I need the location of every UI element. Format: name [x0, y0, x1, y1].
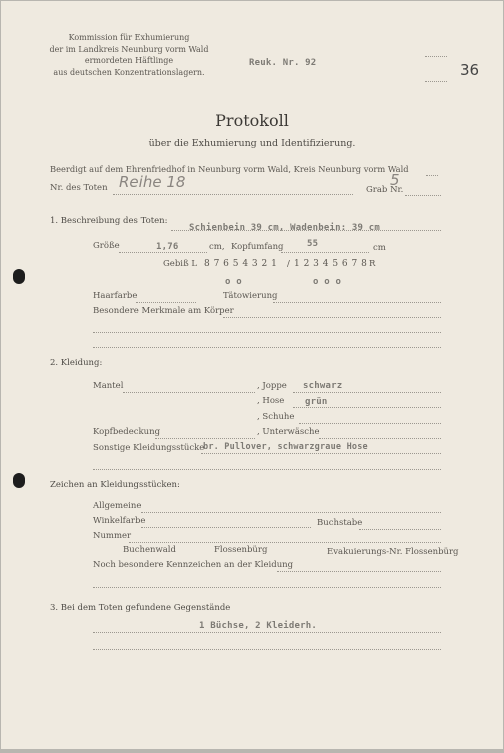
allgemeine-line — [141, 512, 441, 513]
section-3-line-2 — [93, 649, 441, 650]
commission-line: Kommission für Exhumierung — [68, 33, 190, 42]
haarfarbe-line — [136, 302, 196, 303]
allgemeine-label: Allgemeine — [93, 501, 142, 511]
section-3-heading: 3. Bei dem Toten gefundene Gegenstände — [50, 603, 231, 613]
kopfbedeckung-line — [155, 438, 255, 439]
unterwaesche-label: , Unterwäsche — [257, 427, 320, 437]
zeichen-heading: Zeichen an Kleidungsstücken: — [50, 480, 180, 490]
sonstige-line-2 — [93, 469, 441, 470]
commission-header — [39, 32, 219, 78]
kopfbedeckung-label: Kopfbedeckung — [93, 427, 161, 437]
winkelfarbe-line — [141, 527, 311, 528]
page-subtitle: über die Exhumierung und Identifizierung. — [148, 138, 356, 149]
teeth-right: 1 2 3 4 5 6 7 8 — [294, 259, 368, 269]
kopfumfang-line — [281, 252, 369, 253]
commission-line: aus deutschen Konzentrationslagern. — [53, 67, 205, 77]
winkelfarbe-label: Winkelfarbe — [93, 516, 146, 526]
commission-line: ermordeten Häftlinge — [84, 56, 174, 65]
taetowierung-line — [273, 302, 441, 303]
commission-line: der im Landkreis Neunburg vorm Wald — [49, 44, 209, 54]
nr-des-toten-line — [113, 194, 353, 195]
protocol-page — [1, 1, 503, 749]
mantel-label: Mantel — [93, 381, 124, 391]
page-title: Protokoll — [215, 111, 289, 130]
nr-des-toten-value: Reihe 18 — [119, 173, 186, 191]
evakuierungs-label: Evakuierungs-Nr. Flossenbürg — [327, 547, 459, 557]
registration-number: Reuk. Nr. 92 — [249, 58, 317, 68]
nr-des-toten-label: Nr. des Toten — [50, 183, 108, 193]
sonstige-label: Sonstige Kleidungsstücke — [93, 443, 205, 453]
section-1-description: Schienbein 39 cm, Wadenbein: 39 cm — [189, 223, 381, 233]
kopfumfang-label: Kopfumfang — [231, 242, 284, 252]
merkmale-label: Besondere Merkmale am Körper — [93, 306, 234, 316]
joppe-line — [293, 392, 441, 393]
hose-line — [293, 407, 441, 408]
cm-label: cm, — [209, 242, 225, 252]
teeth-left: 8 7 6 5 4 3 2 1 — [204, 259, 278, 269]
kennzeichen-line — [277, 571, 441, 572]
page-number-underline — [425, 81, 447, 82]
section-3-line — [93, 632, 441, 633]
grab-nr-value: 5 — [390, 171, 400, 189]
buchstabe-label: Buchstabe — [317, 518, 363, 528]
groesse-line — [119, 252, 207, 253]
unterwaesche-line — [319, 438, 441, 439]
haarfarbe-label: Haarfarbe — [93, 291, 138, 301]
buchstabe-line — [359, 529, 441, 530]
punch-hole — [13, 473, 25, 488]
groesse-label: Größe — [93, 241, 120, 251]
section-3-value: 1 Büchse, 2 Kleiderh. — [199, 621, 317, 631]
gebiss-label: Gebiß L — [163, 259, 198, 269]
schuhe-label: , Schuhe — [257, 412, 295, 422]
punch-hole — [13, 269, 25, 284]
sonstige-line — [201, 453, 441, 454]
burial-text: Beerdigt auf dem Ehrenfriedhof in Neunburg vorm Wald, Kreis Neunburg vorm Wald — [50, 164, 409, 174]
merkmale-line — [223, 317, 441, 318]
flossenbuerg-label: Flossenbürg — [214, 545, 268, 555]
section-1-heading: 1. Beschreibung des Toten: — [50, 216, 168, 226]
schuhe-line — [299, 423, 441, 424]
taetowierung-label: Tätowierung — [223, 291, 278, 301]
nummer-line — [129, 542, 441, 543]
grab-nr-line — [405, 195, 441, 196]
joppe-label: , Joppe — [257, 381, 287, 391]
groesse-value: 1,76 — [156, 242, 179, 252]
teeth-marks-right: o o o — [313, 277, 342, 287]
buchenwald-label: Buchenwald — [123, 545, 176, 555]
hose-label: , Hose — [257, 396, 285, 406]
merkmale-line-3 — [93, 347, 441, 348]
joppe-value: schwarz — [303, 381, 343, 391]
kopfumfang-value: 55 — [307, 239, 319, 249]
hose-value: grün — [305, 397, 328, 407]
merkmale-line-2 — [93, 332, 441, 333]
section-2-heading: 2. Kleidung: — [50, 358, 103, 368]
kennzeichen-line-2 — [93, 587, 441, 588]
page-number-underline — [425, 56, 447, 57]
kennzeichen-label: Noch besondere Kennzeichen an der Kleidung — [93, 560, 294, 570]
cm-label-2: cm — [373, 243, 386, 253]
burial-line — [426, 175, 438, 176]
page-number: 36 — [460, 61, 480, 79]
grab-nr-label: Grab Nr. — [366, 185, 404, 195]
r-label: R — [369, 259, 376, 269]
mantel-line — [123, 392, 255, 393]
nummer-label: Nummer — [93, 531, 132, 541]
teeth-marks-left: o o — [225, 277, 242, 287]
sonstige-value: br. Pullover, schwarzgraue Hose — [203, 442, 368, 452]
teeth-separator: / — [287, 259, 290, 269]
